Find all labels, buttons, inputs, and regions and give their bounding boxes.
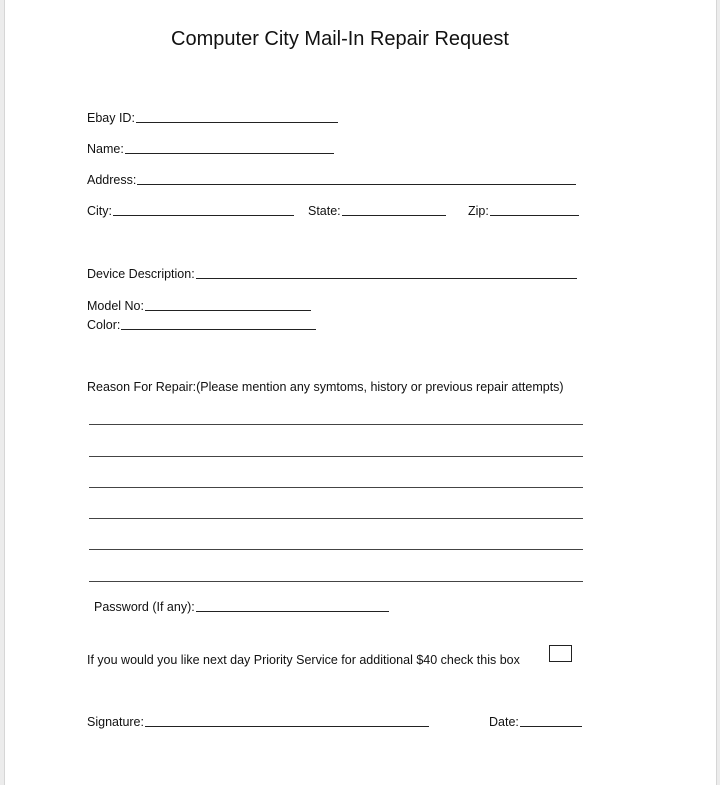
model-no-input-line[interactable] <box>145 309 311 311</box>
color-label: Color: <box>87 318 121 332</box>
form-page <box>4 0 717 785</box>
signature-field[interactable] <box>87 713 429 729</box>
state-field[interactable] <box>308 202 446 218</box>
reason-line-3[interactable] <box>89 487 583 488</box>
state-input-line[interactable] <box>342 214 446 216</box>
reason-line-4[interactable] <box>89 518 583 519</box>
name-label: Name: <box>87 142 124 156</box>
password-label: Password (If any): <box>94 600 195 614</box>
name-input-line[interactable] <box>125 152 334 154</box>
reason-line-1[interactable] <box>89 424 583 425</box>
zip-label: Zip: <box>468 204 489 218</box>
city-input-line[interactable] <box>113 214 294 216</box>
signature-label: Signature: <box>87 715 144 729</box>
date-input-line[interactable] <box>520 725 582 727</box>
color-field[interactable] <box>87 316 316 332</box>
color-input-line[interactable] <box>121 328 316 330</box>
signature-input-line[interactable] <box>145 725 429 727</box>
date-label: Date: <box>489 715 519 729</box>
ebay-id-input-line[interactable] <box>136 121 338 123</box>
reason-label: Reason For Repair:(Please mention any symtoms, history or previous repair attempts) <box>87 380 564 394</box>
address-label: Address: <box>87 173 137 187</box>
zip-field[interactable] <box>468 202 579 218</box>
state-label: State: <box>308 204 341 218</box>
date-field[interactable] <box>489 713 582 729</box>
priority-service-label: If you would you like next day Priority Service for additional $40 check this box <box>87 653 520 667</box>
model-no-label: Model No: <box>87 299 144 313</box>
ebay-id-field[interactable] <box>87 109 338 125</box>
reason-line-5[interactable] <box>89 549 583 550</box>
zip-input-line[interactable] <box>490 214 579 216</box>
reason-line-6[interactable] <box>89 581 583 582</box>
ebay-id-label: Ebay ID: <box>87 111 135 125</box>
priority-service-checkbox[interactable] <box>549 645 572 662</box>
model-no-field[interactable] <box>87 297 311 313</box>
device-description-label: Device Description: <box>87 267 195 281</box>
address-field[interactable] <box>87 171 576 187</box>
city-label: City: <box>87 204 112 218</box>
form-title: Computer City Mail-In Repair Request <box>171 28 509 50</box>
reason-line-2[interactable] <box>89 456 583 457</box>
address-input-line[interactable] <box>137 183 576 185</box>
name-field[interactable] <box>87 140 334 156</box>
device-description-input-line[interactable] <box>196 277 577 279</box>
city-field[interactable] <box>87 202 294 218</box>
password-input-line[interactable] <box>196 610 389 612</box>
password-field[interactable] <box>94 598 389 614</box>
device-description-field[interactable] <box>87 265 577 281</box>
